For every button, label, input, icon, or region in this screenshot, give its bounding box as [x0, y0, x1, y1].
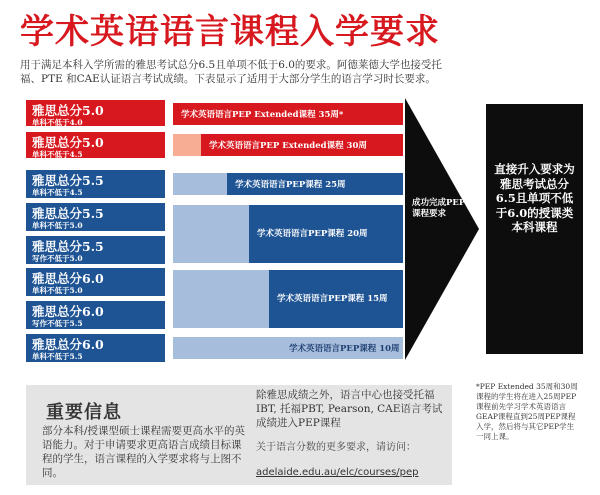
- requirement-row: [26, 334, 165, 362]
- requirement-sub: 单科不低于4.0: [32, 118, 83, 127]
- course-label: 学术英语语言PEP Extended课程 30周: [209, 141, 367, 151]
- requirement-row: [26, 203, 165, 231]
- course-prestage-25: [173, 173, 227, 195]
- course-label: 学术英语语言PEP课程 10周: [289, 344, 400, 354]
- requirement-sub: 单科不低于5.0: [32, 221, 83, 230]
- requirement-main: 雅思总分6.0: [32, 337, 104, 352]
- requirement-row: [26, 100, 165, 126]
- course-label: 学术英语语言PEP课程 25周: [235, 180, 346, 190]
- arrow-shape: [405, 98, 483, 360]
- result-box: 直接升入要求为雅思考试总分6.5且单项不低于6.0的授课类本科课程: [486, 104, 583, 354]
- course-bar-35: [173, 103, 403, 125]
- course-bar-30: [201, 134, 403, 156]
- requirement-row: [26, 268, 165, 296]
- info-right-text: 除雅思成绩之外，语言中心也接受托福IBT, 托福PBT, Pearson, CAE语言考试成绩进入PEP课程: [256, 389, 443, 429]
- requirement-main: 雅思总分5.0: [32, 103, 104, 118]
- course-prestage-20: [173, 205, 249, 263]
- requirement-main: 雅思总分5.5: [32, 239, 104, 254]
- requirement-sub: 写作不低于5.0: [32, 254, 83, 263]
- info-more-text: 关于语言分数的更多要求，请访问：: [256, 442, 416, 453]
- course-bar-25: [227, 173, 403, 195]
- requirement-sub: 单科不低于5.0: [32, 286, 83, 295]
- info-left-text: 部分本科/授课型硕士课程需要更高水平的英语能力。对于申请要求更高语言成绩目标课程的学生，语言课程的入学要求将与上图不同。: [42, 425, 246, 479]
- page-title: 学术英语语言课程入学要求: [20, 12, 440, 52]
- course-label: 学术英语语言PEP课程 15周: [277, 294, 388, 304]
- requirement-row: [26, 236, 165, 264]
- info-title: 重要信息: [46, 402, 122, 423]
- requirement-sub: 单科不低于5.5: [32, 352, 83, 361]
- requirement-main: 雅思总分6.0: [32, 304, 104, 319]
- requirement-sub: 单科不低于4.5: [32, 150, 83, 159]
- requirement-row: [26, 132, 165, 158]
- course-prestage-15: [173, 270, 269, 328]
- requirement-sub: 单科不低于4.5: [32, 188, 83, 197]
- requirement-sub: 写作不低于5.5: [32, 319, 83, 328]
- intro-text: 用于满足本科入学所需的雅思考试总分6.5且单项不低于6.0的要求。阿德莱德大学也接受托福、PTE 和CAE认证语言考试成绩。下表显示了适用于大部分学生的语言学习时长要求。: [20, 59, 442, 85]
- course-prestage-30: [173, 134, 201, 156]
- requirement-main: 雅思总分5.5: [32, 206, 104, 221]
- requirement-row: [26, 301, 165, 329]
- course-bar-20: [249, 205, 403, 263]
- info-url-link[interactable]: adelaide.edu.au/elc/courses/pep: [256, 467, 419, 478]
- course-label: 学术英语语言PEP Extended课程 35周*: [181, 110, 344, 120]
- requirement-main: 雅思总分5.0: [32, 135, 104, 150]
- requirement-main: 雅思总分6.0: [32, 271, 104, 286]
- course-label: 学术英语语言PEP课程 20周: [257, 229, 368, 239]
- course-bar-10: [283, 337, 403, 359]
- course-prestage-10: [173, 337, 283, 359]
- footnote-text: *PEP Extended 35周和30周课程的学生将在进入25周PEP课程前先学习学术英语语言GEAP课程直到25周PEP课程入学，然后将与其它PEP学生一同上课。: [476, 382, 578, 441]
- course-bar-15: [269, 270, 403, 328]
- arrow-text: 成功完成PEP课程要求: [412, 198, 466, 219]
- requirement-row: [26, 170, 165, 198]
- requirement-main: 雅思总分5.5: [32, 173, 104, 188]
